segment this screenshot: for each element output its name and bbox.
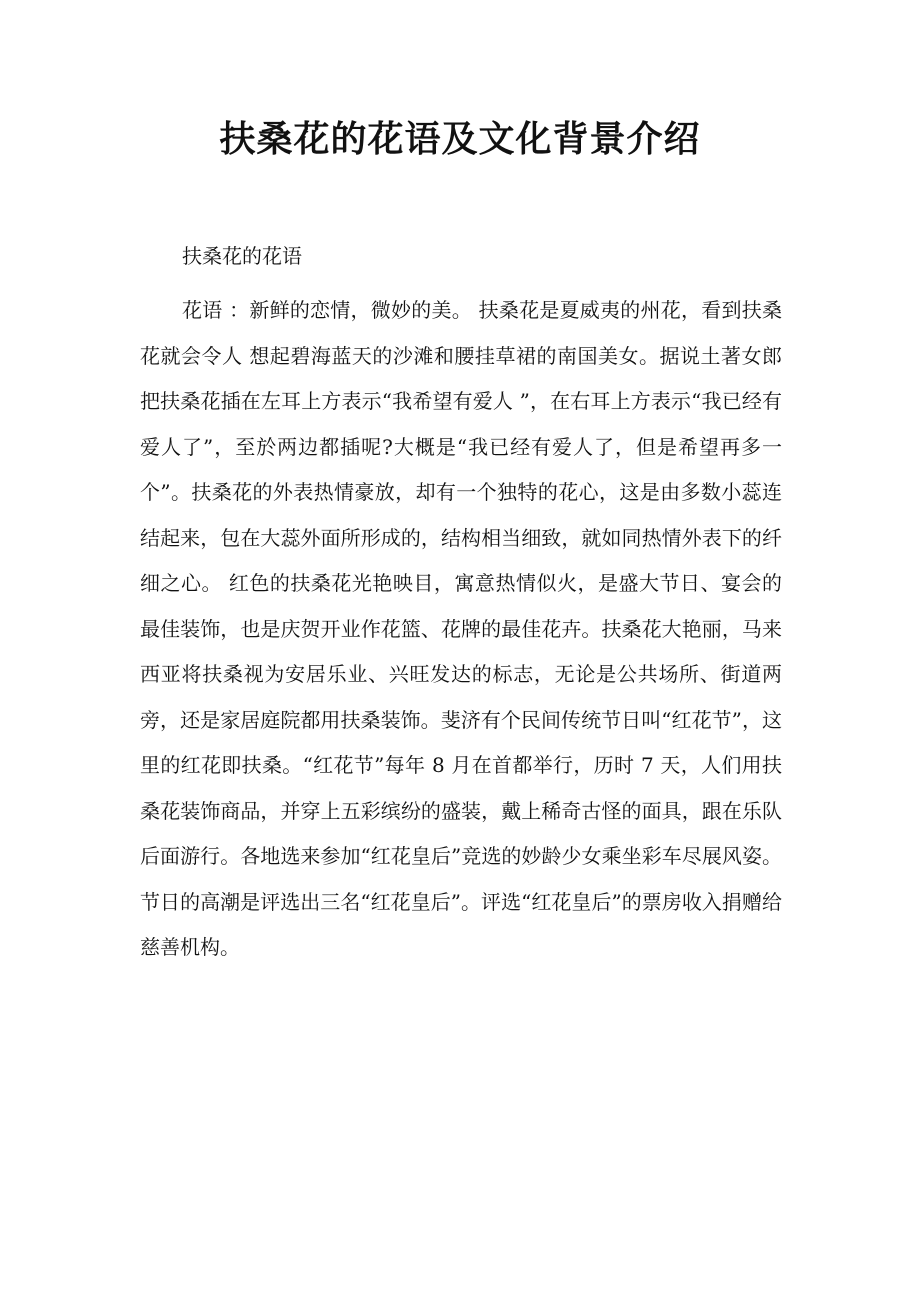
section-heading: 扶桑花的花语 <box>182 244 302 268</box>
body-paragraph: 花语 ：新鲜的恋情，微妙的美。 扶桑花是夏威夷的州花，看到扶桑花就会令人 想起碧海蓝天的沙滩和腰挂草裙的南国美女。据说土著女郎把扶桑花插在左耳上方表示“我希望有爱人 ”，在右耳上方表示“我已经有爱人了”，至於两边都插呢?大概是“我已经有爱人了，但是希望再多一个”。扶桑花的外表热情豪放，却有一个独特的花心，这是由多数小蕊连结起来，包在大蕊外面所形成的，结构相当细致，就如同热情外表下的纤细之心。 红色的扶桑花光艳映目，寓意热情似火，是盛大节日、宴会的最佳装饰，也是庆贺开业作花篮、花牌的最佳花卉。扶桑花大艳丽，马来西亚将扶桑视为安居乐业、兴旺发达的标志，无论是公共场所、街道两旁，还是家居庭院都用扶桑装饰。斐济有个民间传统节日叫“红花节”，这里的红花即扶桑。“红花节”每年 8 月在首都举行，历时 7 天，人们用扶桑花装饰商品，并穿上五彩缤纷的盛装，戴上稀奇古怪的面具，跟在乐队后面游行。各地选来参加“红花皇后”竞选的妙龄少女乘坐彩车尽展风姿。节日的高潮是评选出三名“红花皇后”。评选“红花皇后”的票房收入捐赠给慈善机构。 <box>140 298 782 959</box>
document-title: 扶桑花的花语及文化背景介绍 <box>219 119 701 160</box>
